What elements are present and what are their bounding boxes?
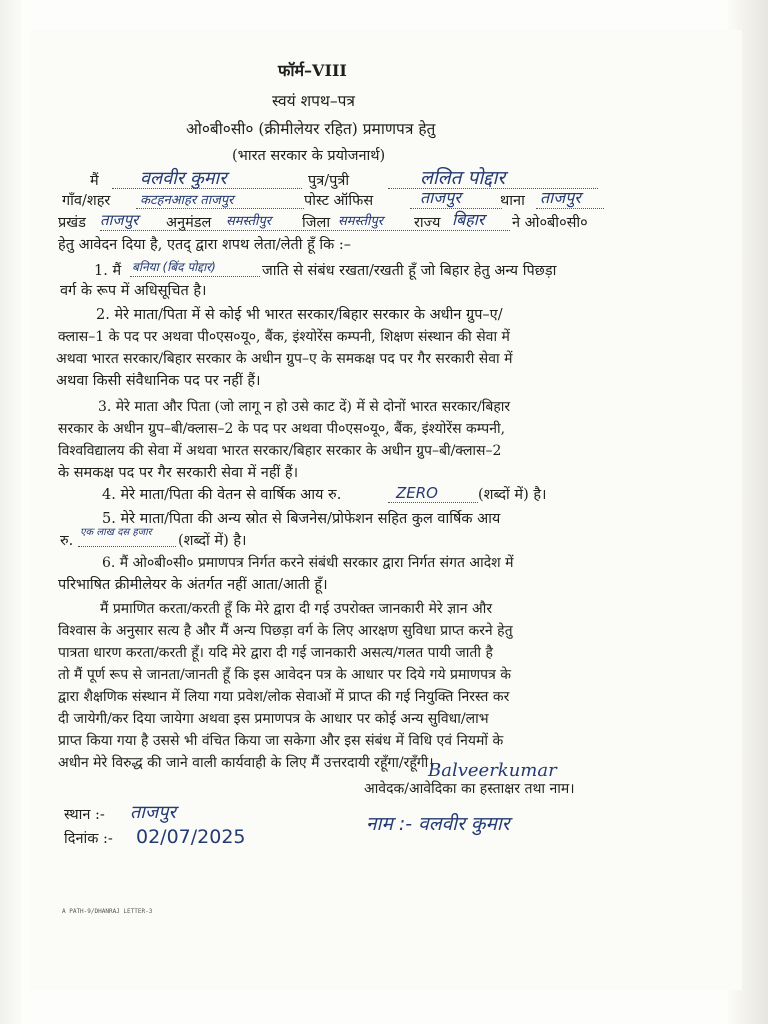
village-value: कटहनआहर ताजपुर bbox=[140, 193, 234, 208]
clause-4-words: (शब्दों में) है। bbox=[478, 487, 547, 503]
caste-value: बनिया (बिंद पोद्दार) bbox=[132, 260, 216, 274]
form-subtitle: ओ०बी०सी० (क्रीमीलेयर रहित) प्रमाणपत्र हेतु bbox=[186, 120, 436, 138]
place-label: स्थान :- bbox=[64, 807, 105, 823]
obc-label: ने ओ०बी०सी० bbox=[512, 215, 588, 231]
village-label: गाँव/शहर bbox=[62, 193, 111, 209]
intro-oath: हेतु आवेदन दिया है, एतद् द्वारा शपथ लेता/लेती हूँ कि :– bbox=[58, 237, 352, 253]
applicant-name-handwritten: नाम :- वलवीर कुमार bbox=[366, 813, 510, 835]
clause-3-line-2: सरकार के अधीन ग्रुप–बी/क्लास–2 के पद पर अथवा पी०एस०यू०, बैंक, इंश्योरेंस कम्पनी, bbox=[58, 421, 506, 437]
block-label: प्रखंड bbox=[58, 215, 86, 231]
clause-5-rs: रु. bbox=[60, 533, 74, 549]
clause-2-line-4: अथवा किसी संवैधानिक पद पर नहीं हैं। bbox=[56, 373, 261, 389]
clause-1-text-2: वर्ग के रूप में अधिसूचित है। bbox=[60, 283, 207, 299]
applicant-signature: Balveerkumar bbox=[428, 760, 557, 781]
block-value: ताजपुर bbox=[100, 211, 139, 229]
declaration-line: पात्रता धारण करता/करती हूँ। यदि मेरे द्वारा दी गई जानकारी असत्य/गलत पायी जाती है bbox=[58, 645, 493, 661]
other-income-value: एक लाख दस हजार bbox=[80, 527, 152, 538]
declaration-line: अधीन मेरे विरुद्ध की जाने वाली कार्यवाही के लिए मैं उत्तरदायी रहूँगा/रहूँगी। bbox=[58, 755, 434, 771]
father-name: ललित पोद्दार bbox=[420, 167, 506, 189]
declaration-line: तो मैं पूर्ण रूप से जानता/जानती हूँ कि इस आवेदन पत्र के आधार पर दिये गये प्रमाणपत्र के bbox=[58, 667, 512, 683]
other-income-line bbox=[78, 546, 176, 547]
page-shadow-left bbox=[0, 0, 22, 1024]
thana-value: ताजपुर bbox=[540, 188, 581, 207]
clause-2-line-2: क्लास–1 के पद पर अथवा पी०एस०यू०, बैंक, इंश्योरेंस कम्पनी, शिक्षण संस्थान की सेवा में bbox=[58, 329, 510, 345]
clause-3-line-4: के समकक्ष पद पर गैर सरकारी सेवा में नहीं हैं। bbox=[58, 465, 299, 481]
date-value: 02/07/2025 bbox=[136, 826, 246, 848]
clause-6-line-1: 6. मैं ओ०बी०सी० प्रमाणपत्र निर्गत करने संबंधी सरकार द्वारा निर्गत संगत आदेश में bbox=[102, 555, 514, 571]
clause-3-line-3: विश्वविद्यालय की सेवा में अथवा भारत सरकार/बिहार सरकार के अधीन ग्रुप–बी/क्लास–2 bbox=[58, 443, 502, 459]
clause-1-number: 1. मैं bbox=[94, 263, 122, 279]
thana-line bbox=[536, 208, 604, 209]
son-of-label: पुत्र/पुत्री bbox=[308, 173, 350, 189]
village-line bbox=[136, 208, 304, 209]
declaration-line: प्राप्त किया गया है उससे भी वंचित किया जा सकेगा और इस संबंध में विधि एवं नियमों के bbox=[58, 733, 504, 749]
caste-line bbox=[130, 276, 260, 277]
clause-6-line-2: परिभाषित क्रीमीलेयर के अंतर्गत नहीं आता/आती हूँ। bbox=[58, 577, 328, 593]
district-label: जिला bbox=[302, 215, 331, 231]
clause-5-line-1: 5. मेरे माता/पिता की अन्य स्रोत से बिजनेस/प्रोफेशन सहित कुल वार्षिक आय bbox=[102, 511, 501, 527]
declaration-line: विश्वास के अनुसार सत्य है और मैं अन्य पिछड़ा वर्ग के लिए आरक्षण सुविधा प्राप्त करने हेतु bbox=[58, 623, 513, 639]
post-label: पोस्ट ऑफिस bbox=[304, 193, 374, 209]
declaration-line: दी जायेगी/कर दिया जायेगा अथवा इस प्रमाणपत्र के आधार पर कोई अन्य सुविधा/लाभ bbox=[58, 711, 489, 727]
form-title: स्वयं शपथ–पत्र bbox=[272, 92, 355, 110]
salary-line bbox=[388, 502, 478, 503]
district-value: समस्तीपुर bbox=[338, 214, 384, 229]
form-purpose: (भारत सरकार के प्रयोजनार्थ) bbox=[232, 148, 386, 164]
clause-3-line-1: 3. मेरे माता और पिता (जो लागू न हो उसे काट दें) में से दोनों भारत सरकार/बिहार bbox=[98, 399, 511, 415]
applicant-name: वलवीर कुमार bbox=[140, 168, 227, 189]
signature-caption: आवेदक/आवेदिका का हस्ताक्षर तथा नाम। bbox=[364, 781, 575, 797]
declaration-line: मैं प्रमाणित करता/करती हूँ कि मेरे द्वारा दी गई उपरोक्त जानकारी मेरे ज्ञान और bbox=[100, 601, 493, 617]
clause-5-words: (शब्दों में) है। bbox=[178, 533, 247, 549]
thana-label: थाना bbox=[500, 193, 525, 209]
place-value: ताजपुर bbox=[130, 802, 176, 823]
date-label: दिनांक :- bbox=[64, 831, 113, 847]
clause-2-line-1: 2. मेरे माता/पिता में से कोई भी भारत सरकार/बिहार सरकार के अधीन ग्रुप–ए/ bbox=[96, 307, 503, 323]
clause-1-text: जाति से संबंध रखता/रखती हूँ जो बिहार हेतु अन्य पिछड़ा bbox=[262, 263, 557, 279]
clause-2-line-3: अथवा भारत सरकार/बिहार सरकार के अधीन ग्रुप–ए के समकक्ष पद पर गैर सरकारी सेवा में bbox=[56, 351, 513, 367]
state-value: बिहार bbox=[452, 210, 485, 229]
salary-income-value: ZERO bbox=[396, 484, 438, 502]
intro-main: मैं bbox=[90, 173, 99, 189]
state-label: राज्य bbox=[414, 215, 441, 231]
post-value: ताजपुर bbox=[420, 188, 461, 207]
subdivision-value: समस्तीपुर bbox=[226, 214, 272, 229]
clause-4-text: 4. मेरे माता/पिता की वेतन से वार्षिक आय रु. bbox=[102, 487, 342, 503]
form-number: फॉर्म–VIII bbox=[278, 61, 347, 80]
address-line bbox=[100, 230, 510, 231]
footer-code: A PATH-9/DHANRAJ LETTER-3 bbox=[62, 908, 153, 915]
declaration-line: द्वारा शैक्षणिक संस्थान में लिया गया प्रवेश/लोक सेवाओं में प्राप्त की गई नियुक्ति निरस्त कर bbox=[58, 689, 510, 705]
subdivision-label: अनुमंडल bbox=[166, 215, 212, 231]
